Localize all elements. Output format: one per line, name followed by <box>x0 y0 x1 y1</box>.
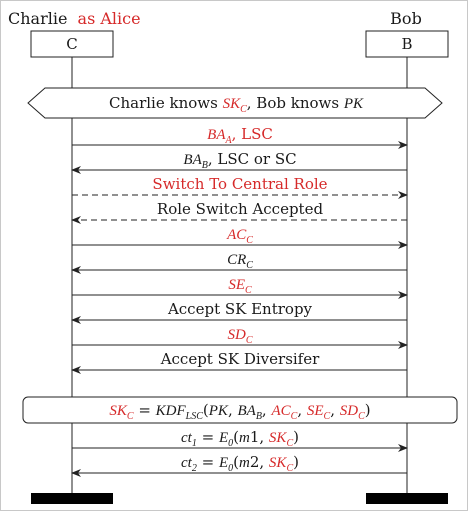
label-part: 2 <box>191 463 197 474</box>
label-part: ct <box>181 455 192 471</box>
label-part: ) <box>293 453 299 471</box>
label-part: Switch To Central Role <box>152 175 328 193</box>
left-participant-box-label: C <box>66 35 78 53</box>
label-part: C <box>245 285 252 296</box>
label-part: AC <box>227 227 247 243</box>
label-part: C <box>246 260 253 271</box>
label-part: AC <box>271 403 291 419</box>
label-part: Accept SK Diversifer <box>160 350 320 368</box>
label-part: SK <box>268 455 287 471</box>
knowledge-banner-prefix: Charlie knows <box>109 94 223 112</box>
knowledge-banner-sk: SK <box>222 96 241 112</box>
label-part: SD <box>339 403 359 419</box>
label-part: ( <box>233 453 239 471</box>
message-label <box>207 125 273 146</box>
message-e2 <box>72 453 407 474</box>
message-label <box>157 200 324 218</box>
label-part: E <box>218 430 229 446</box>
message-label <box>167 300 313 318</box>
encrypted-message-list <box>72 428 407 474</box>
knowledge-banner-pk: PK <box>343 96 363 112</box>
message-label <box>227 252 253 271</box>
label-part: m <box>238 455 250 471</box>
label-part: C <box>126 411 134 422</box>
label-part: BA <box>237 403 256 419</box>
label-part: , <box>227 401 238 419</box>
left-lifeline-end-bar <box>31 493 113 504</box>
label-part: , <box>261 401 272 419</box>
label-part: C <box>245 335 253 346</box>
message-m4 <box>72 200 407 220</box>
knowledge-banner-text <box>109 94 364 115</box>
label-part: SK <box>268 430 287 446</box>
message-label <box>227 327 252 346</box>
label-part: 2, <box>249 453 269 471</box>
label-part: 1 <box>191 438 197 449</box>
kdf-formula <box>109 401 370 422</box>
message-m1 <box>72 125 407 146</box>
right-participant-name: Bob <box>390 9 422 28</box>
label-part: C <box>286 438 294 449</box>
message-m2 <box>72 150 407 171</box>
label-part: ) <box>293 428 299 446</box>
label-part: A <box>225 135 232 146</box>
label-part: Role Switch Accepted <box>156 200 324 218</box>
message-m5 <box>72 227 407 246</box>
label-part: C <box>358 411 365 422</box>
message-label <box>183 150 296 171</box>
label-part: SE <box>228 277 245 293</box>
message-list <box>72 125 407 370</box>
label-part: 0 <box>228 463 234 474</box>
label-part: E <box>218 455 229 471</box>
left-participant-alias: as Alice <box>77 9 141 28</box>
message-label <box>228 277 252 296</box>
label-part: SK <box>109 403 127 419</box>
label-part: BA <box>183 152 202 168</box>
label-part: ) <box>364 401 371 419</box>
label-part: C <box>286 463 294 474</box>
message-label <box>160 350 320 368</box>
message-label <box>181 453 299 474</box>
label-part: PK <box>208 403 228 419</box>
label-part: , LSC <box>231 125 273 143</box>
message-m10 <box>72 350 407 370</box>
message-m6 <box>72 252 407 271</box>
left-participant-name <box>8 9 141 28</box>
label-part: , <box>297 401 307 419</box>
label-part: C <box>323 411 331 422</box>
label-part: ct <box>181 430 192 446</box>
label-part: 1, <box>249 428 269 446</box>
label-part: C <box>290 411 298 422</box>
right-lifeline-end-bar <box>366 493 448 504</box>
label-part: BA <box>207 127 226 143</box>
message-e1 <box>72 428 407 449</box>
label-part: CR <box>227 252 247 268</box>
message-m7 <box>72 277 407 296</box>
label-part: = <box>133 401 156 419</box>
message-label <box>181 428 299 449</box>
label-part: LSC <box>185 411 203 422</box>
message-label <box>226 227 253 246</box>
message-m9 <box>72 327 407 346</box>
message-label <box>152 175 327 193</box>
label-part: B <box>201 160 208 171</box>
message-m3 <box>72 175 407 195</box>
right-participant-box-label: B <box>401 35 413 53</box>
knowledge-banner-mid: , Bob knows <box>246 94 344 112</box>
label-part: Accept SK Entropy <box>167 300 313 318</box>
label-part: ( <box>233 428 239 446</box>
message-m8 <box>72 300 407 320</box>
knowledge-banner-sk-sub: C <box>240 104 247 115</box>
left-participant-name-main: Charlie <box>8 9 68 28</box>
label-part: = <box>196 453 219 471</box>
label-part: , LSC or SC <box>207 150 297 168</box>
label-part: ( <box>202 401 209 419</box>
label-part: , <box>330 401 340 419</box>
label-part: m <box>238 430 250 446</box>
label-part: SE <box>306 403 324 419</box>
label-part: = <box>196 428 219 446</box>
label-part: C <box>246 235 253 246</box>
label-part: SD <box>227 327 246 343</box>
label-part: 0 <box>228 438 234 449</box>
label-part: B <box>255 411 262 422</box>
label-part: KDF <box>155 403 186 419</box>
